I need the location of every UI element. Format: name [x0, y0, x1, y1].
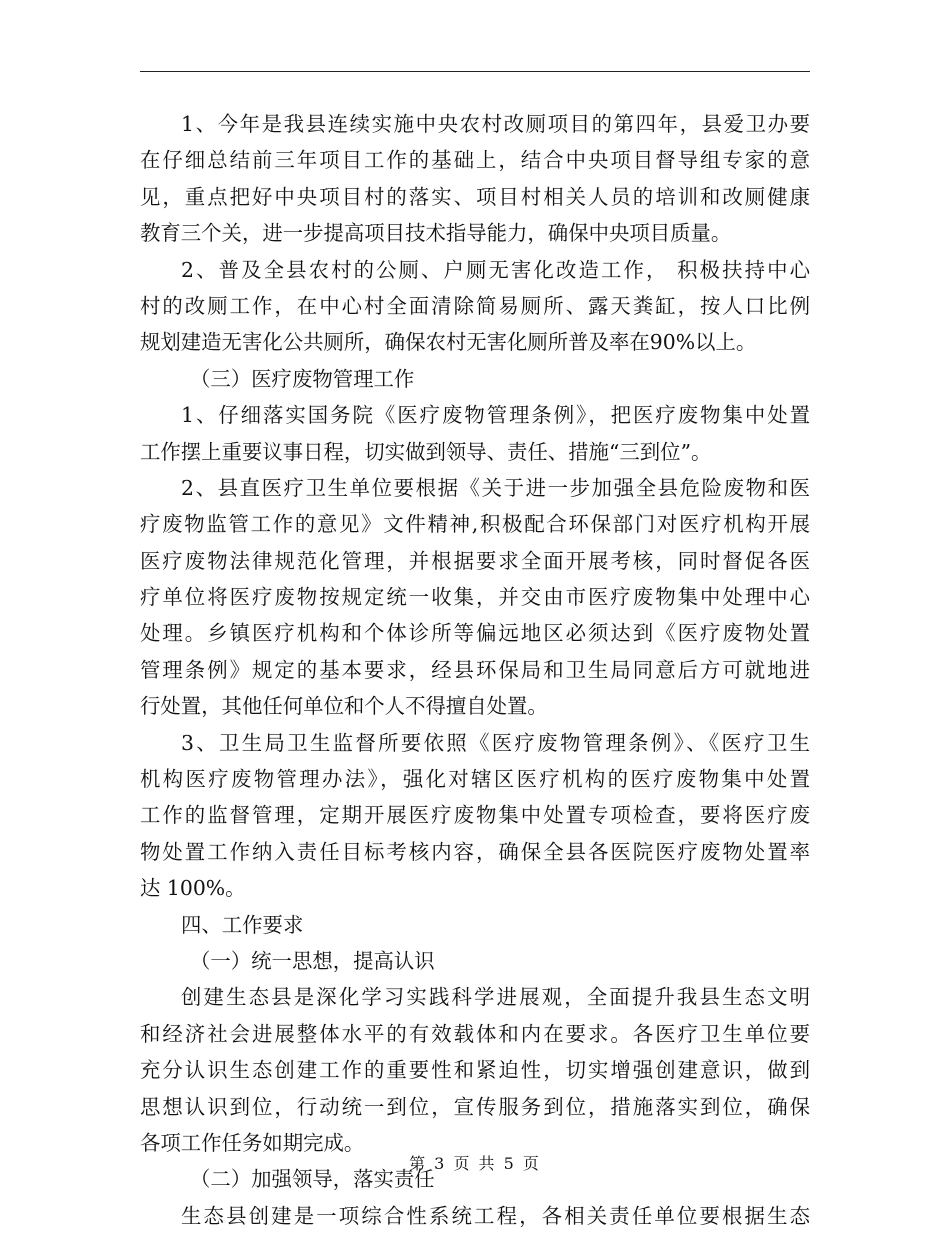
text-line: 教育三个关，进一步提高项目技术指导能力，确保中央项目质量。	[140, 221, 732, 246]
text-line: 见，重点把好中央项目村的落实、项目村相关人员的培训和改厕健康	[140, 184, 810, 209]
text-line: 1、今年是我县连续实施中央农村改厕项目的第四年，县爱卫办要	[181, 112, 810, 136]
text-line: 各项工作任务如期完成。	[140, 1130, 365, 1155]
text-line: 管理条例》规定的基本要求，经县环保局和卫生局同意后方可就地进	[140, 657, 810, 682]
text-line: 生态县创建是一项综合性系统工程，各相关责任单位要根据生态	[181, 1203, 810, 1228]
header-rule	[140, 71, 810, 72]
text-line: 和经济社会进展整体水平的有效载体和内在要求。各医疗卫生单位要	[140, 1021, 810, 1046]
text-line: 2、普及全县农村的公厕、户厕无害化改造工作， 积极扶持中心	[181, 257, 810, 282]
text-line: 3、卫生局卫生监督所要依照《医疗废物管理条例》、《医疗卫生	[181, 730, 810, 755]
text-line: 疗废物监管工作的意见》文件精神,积极配合环保部门对医疗机构开展	[140, 512, 810, 537]
text-line: 物处置工作纳入责任目标考核内容，确保全县各医院医疗废物处置率	[140, 839, 810, 864]
text-line: 工作摆上重要议事日程，切实做到领导、责任、措施“三到位”。	[140, 439, 712, 464]
text-line: 2、县直医疗卫生单位要根据《关于进一步加强全县危险废物和医	[181, 475, 810, 500]
text-line: 处理。乡镇医疗机构和个体诊所等偏远地区必须达到《医疗废物处置	[140, 621, 810, 646]
text-line: 创建生态县是深化学习实践科学进展观，全面提升我县生态文明	[181, 985, 810, 1010]
text-line: 村的改厕工作，在中心村全面清除简易厕所、露天粪缸，按人口比例	[140, 293, 810, 318]
text-line: （一）统一思想，提高认识	[190, 948, 435, 973]
text-line: 工作的监督管理，定期开展医疗废物集中处置专项检查，要将医疗废	[140, 803, 810, 828]
text-line: 疗单位将医疗废物按规定统一收集，并交由市医疗废物集中处理中心	[140, 585, 810, 610]
text-line: 医疗废物法律规范化管理，并根据要求全面开展考核，同时督促各医	[140, 548, 810, 573]
text-line: 达 100%。	[140, 876, 246, 901]
text-line: 在仔细总结前三年项目工作的基础上，结合中央项目督导组专家的意	[140, 148, 810, 173]
text-line: 思想认识到位，行动统一到位，宣传服务到位，措施落实到位，确保	[140, 1094, 810, 1119]
text-line: （二）加强领导，落实责任	[190, 1167, 435, 1192]
text-line: 行处置，其他任何单位和个人不得擅自处置。	[140, 694, 548, 719]
page-footer: 第 3 页 共 5 页	[409, 1154, 541, 1173]
text-line: 四、工作要求	[181, 912, 304, 937]
text-line: （三）医疗废物管理工作	[190, 366, 415, 391]
text-line: 机构医疗废物管理办法》，强化对辖区医疗机构的医疗废物集中处置	[140, 767, 810, 792]
text-line: 充分认识生态创建工作的重要性和紧迫性，切实增强创建意识，做到	[140, 1058, 810, 1083]
text-line: 1、仔细落实国务院《医疗废物管理条例》，把医疗废物集中处置	[181, 403, 810, 428]
document-body	[140, 106, 810, 1234]
text-line: 规划建造无害化公共厕所，确保农村无害化厕所普及率在90%以上。	[140, 330, 757, 355]
